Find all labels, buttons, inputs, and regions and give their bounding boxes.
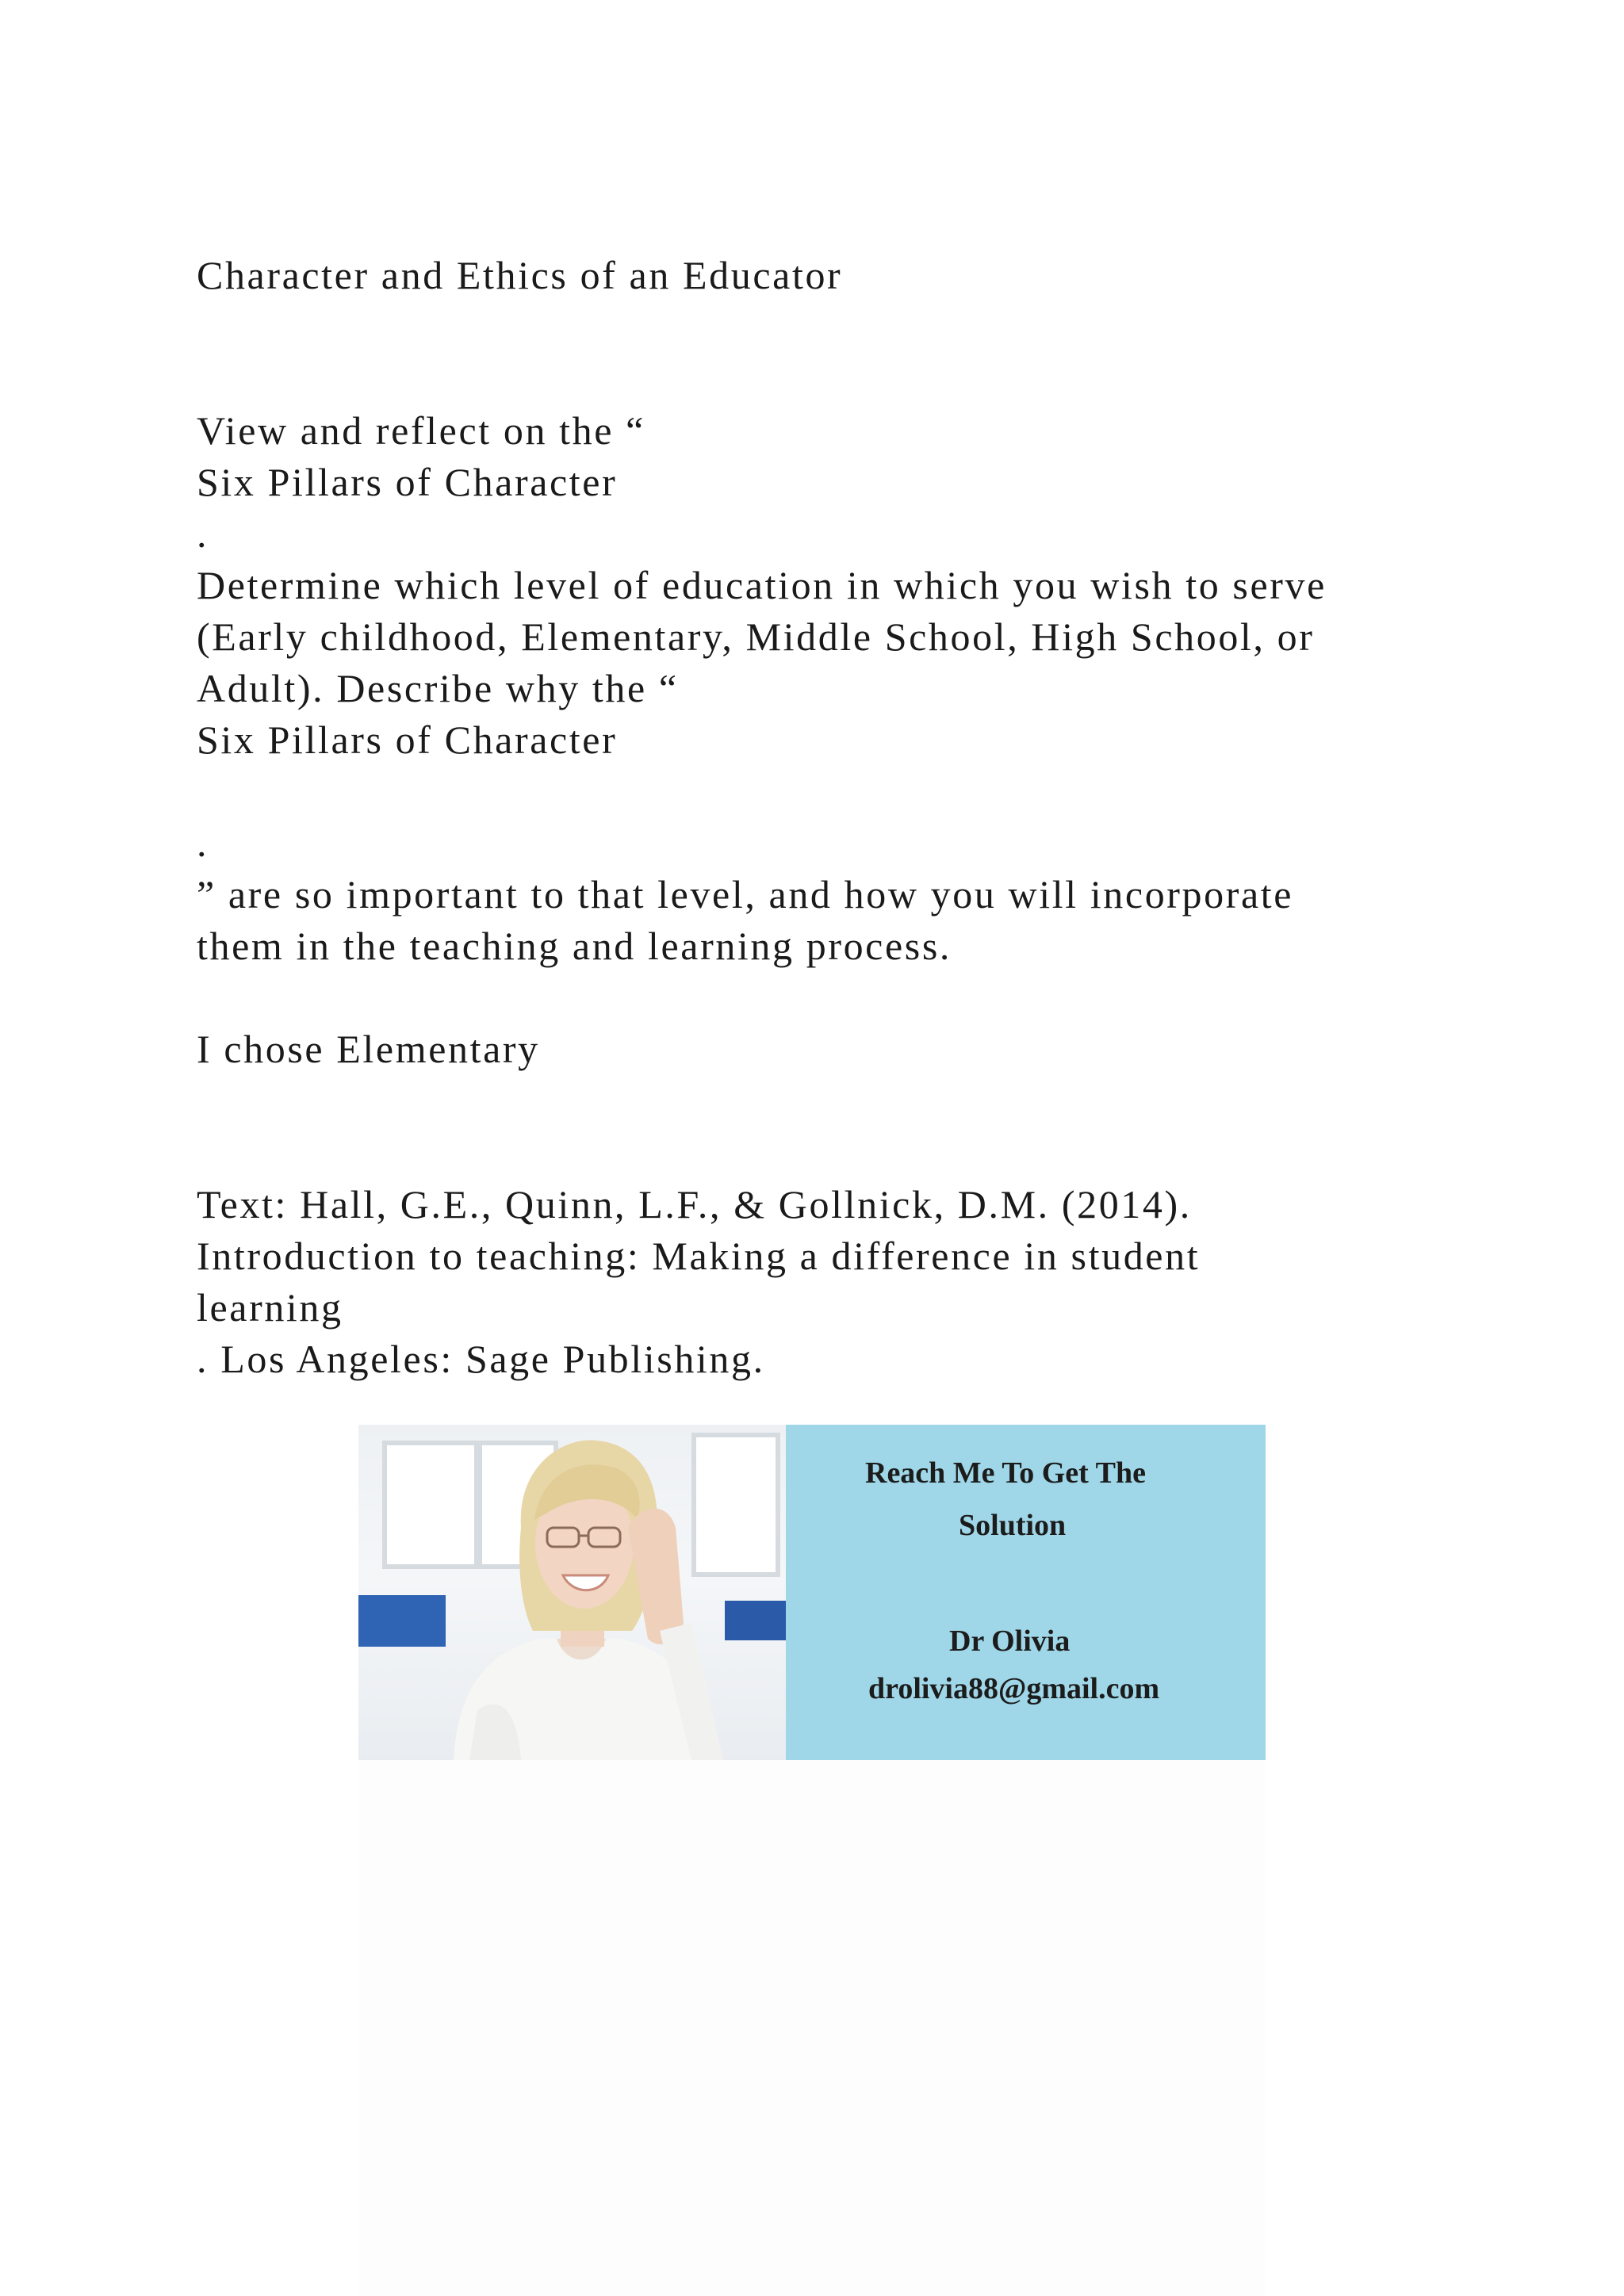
reference-line: Introduction to teaching: Making a difference in student bbox=[197, 1234, 1201, 1278]
document-title: Character and Ethics of an Educator bbox=[197, 253, 843, 297]
paragraph-line: them in the teaching and learning process. bbox=[197, 924, 952, 968]
contact-banner bbox=[358, 1425, 1266, 1760]
card-name: Dr Olivia bbox=[949, 1624, 1071, 1658]
paragraph-line: . bbox=[197, 511, 209, 556]
tutor-photo bbox=[358, 1425, 786, 1760]
card-heading-line: Reach Me To Get The bbox=[865, 1456, 1146, 1490]
reference-line: Text: Hall, G.E., Quinn, L.F., & Gollnick, D.M. (2014). bbox=[197, 1182, 1192, 1226]
contact-card bbox=[786, 1425, 1266, 1760]
reference-line: . Los Angeles: Sage Publishing. bbox=[197, 1337, 765, 1381]
reference-line: learning bbox=[197, 1285, 343, 1330]
blank-image-area bbox=[358, 1760, 1266, 2296]
woman-figure bbox=[358, 1425, 786, 1760]
card-email: drolivia88@gmail.com bbox=[868, 1672, 1160, 1705]
paragraph-line: (Early childhood, Elementary, Middle School, High School, or bbox=[197, 614, 1315, 659]
paragraph-line: Determine which level of education in which you wish to serve bbox=[197, 563, 1327, 607]
paragraph-line: . bbox=[197, 821, 209, 865]
paragraph-line: ” are so important to that level, and how you will incorporate bbox=[197, 872, 1294, 916]
choice-line: I chose Elementary bbox=[197, 1027, 540, 1071]
paragraph-line: Six Pillars of Character bbox=[197, 718, 618, 762]
paragraph-line: Adult). Describe why the “ bbox=[197, 666, 679, 710]
paragraph-line: View and reflect on the “ bbox=[197, 408, 645, 453]
paragraph-line: Six Pillars of Character bbox=[197, 460, 618, 504]
card-heading-line: Solution bbox=[959, 1509, 1067, 1542]
